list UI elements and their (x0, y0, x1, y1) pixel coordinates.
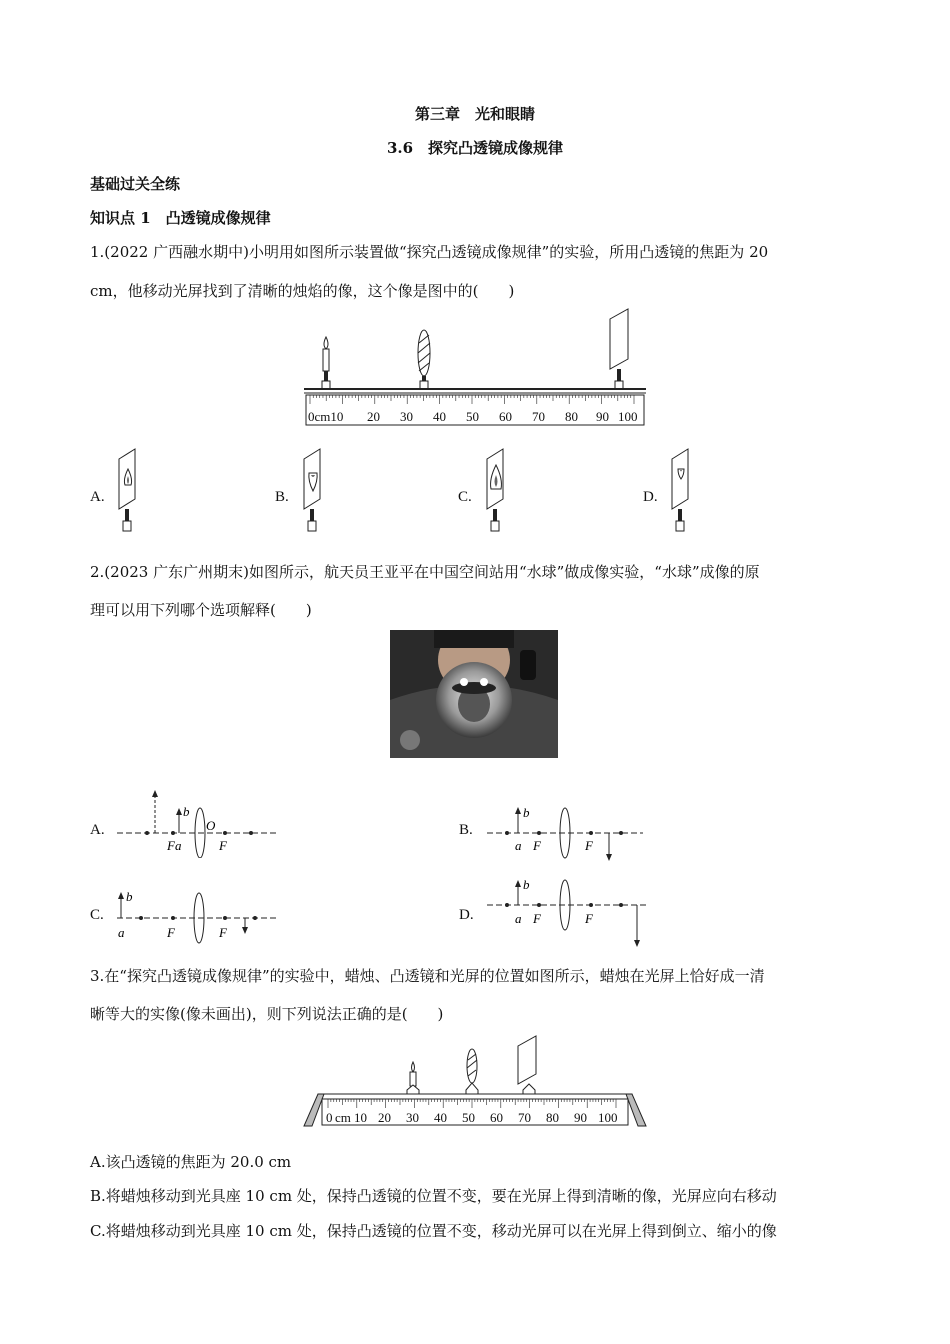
q2-text-line2: 理可以用下列哪个选项解释( ) (90, 601, 312, 619)
label-b: b (183, 804, 190, 819)
candle-icon (323, 337, 329, 385)
ruler-label: 100 (618, 409, 638, 424)
q2-option-a[interactable]: A. (90, 822, 105, 838)
ruler-label: 80 (546, 1110, 559, 1125)
label-F: F (167, 925, 175, 940)
q1-text-line2: cm，他移动光屏找到了清晰的烛焰的像，这个像是图中的( ) (90, 282, 515, 300)
ruler-label: 10 (354, 1110, 367, 1125)
ruler-label: 50 (462, 1110, 475, 1125)
q3-choice-a[interactable]: A.该凸透镜的焦距为 20.0 cm (90, 1153, 292, 1171)
ruler-label: 100 (598, 1110, 618, 1125)
q1-option-b[interactable]: B. (275, 489, 289, 505)
label-a: a (515, 838, 522, 853)
label-F: F (219, 838, 227, 853)
label-F: F (585, 911, 593, 926)
q3-choice-b[interactable]: B.将蜡烛移动到光具座 10 cm 处，保持凸透镜的位置不变，要在光屏上得到清晰的像，光屏应向右移动 (90, 1187, 777, 1205)
label-b: b (126, 889, 133, 904)
ruler-label: 20 (367, 409, 380, 424)
q1-option-a[interactable]: A. (90, 489, 105, 505)
label-Fa: Fa (167, 838, 182, 853)
convex-lens-icon (418, 330, 430, 386)
practice-title: 基础过关全练 (90, 175, 181, 193)
ruler-label: 50 (466, 409, 479, 424)
q3-optical-bench-figure (300, 1030, 652, 1130)
ruler-label: 40 (434, 1110, 447, 1125)
ruler-label: 60 (499, 409, 512, 424)
q2-diagram-a (115, 788, 280, 858)
ruler-label: 70 (518, 1110, 531, 1125)
ruler-label: 80 (565, 409, 578, 424)
knowledge-point: 知识点 1 凸透镜成像规律 (90, 209, 271, 227)
q3-text-line1: 3.在“探究凸透镜成像规律”的实验中，蜡烛、凸透镜和光屏的位置如图所示，蜡烛在光屏上恰好成一清 (90, 967, 765, 985)
light-screen-icon (518, 1036, 536, 1084)
candle-icon (410, 1062, 416, 1086)
convex-lens-icon (467, 1049, 477, 1083)
light-screen-icon (610, 309, 628, 385)
ruler-label: cm (335, 1110, 351, 1125)
ruler-label: 90 (574, 1110, 587, 1125)
q2-text-line1: 2.(2023 广东广州期末)如图所示，航天员王亚平在中国空间站用“水球”做成像实验，“水球”成像的原 (90, 563, 760, 581)
ruler-label: 90 (596, 409, 609, 424)
q2-option-b[interactable]: B. (459, 822, 473, 838)
label-F: F (219, 925, 227, 940)
ruler-label: 30 (400, 409, 413, 424)
q2-option-d[interactable]: D. (459, 907, 474, 923)
label-F: F (585, 838, 593, 853)
ruler-label: 60 (490, 1110, 503, 1125)
label-a: a (515, 911, 522, 926)
label-a: a (118, 925, 125, 940)
q3-text-line2: 晰等大的实像(像未画出)，则下列说法正确的是( ) (90, 1005, 444, 1023)
q2-option-c[interactable]: C. (90, 907, 104, 923)
q2-diagram-c (115, 887, 280, 952)
ruler-label: 40 (433, 409, 446, 424)
ruler-label: 0cm10 (308, 409, 344, 424)
label-F: F (533, 838, 541, 853)
water-ball-photo (390, 630, 558, 758)
q1-option-c[interactable]: C. (458, 489, 472, 505)
ruler-label: 70 (532, 409, 545, 424)
q1-option-c-image (483, 445, 513, 535)
section-title: 3.6 探究凸透镜成像规律 (386, 139, 564, 157)
label-b: b (523, 877, 530, 892)
q1-option-d[interactable]: D. (643, 489, 658, 505)
q1-option-a-image (115, 445, 145, 535)
ruler-label: 20 (378, 1110, 391, 1125)
q1-option-b-image (300, 445, 330, 535)
label-F: F (533, 911, 541, 926)
q3-choice-c[interactable]: C.将蜡烛移动到光具座 10 cm 处，保持凸透镜的位置不变，移动光屏可以在光屏上得到倒立、缩小的像 (90, 1222, 777, 1240)
q1-option-d-image (668, 445, 698, 535)
ruler-label: 30 (406, 1110, 419, 1125)
q2-diagram-b (485, 800, 645, 870)
label-b: b (523, 805, 530, 820)
chapter-title: 第三章 光和眼睛 (414, 105, 535, 123)
ruler-label: 0 (326, 1110, 333, 1125)
q1-text-line1: 1.(2022 广西融水期中)小明用如图所示装置做“探究凸透镜成像规律”的实验，所用凸透镜的焦距为 20 (90, 243, 769, 261)
label-O: O (206, 818, 216, 833)
q1-optical-bench-figure (300, 305, 650, 430)
q2-diagram-d (485, 873, 655, 951)
